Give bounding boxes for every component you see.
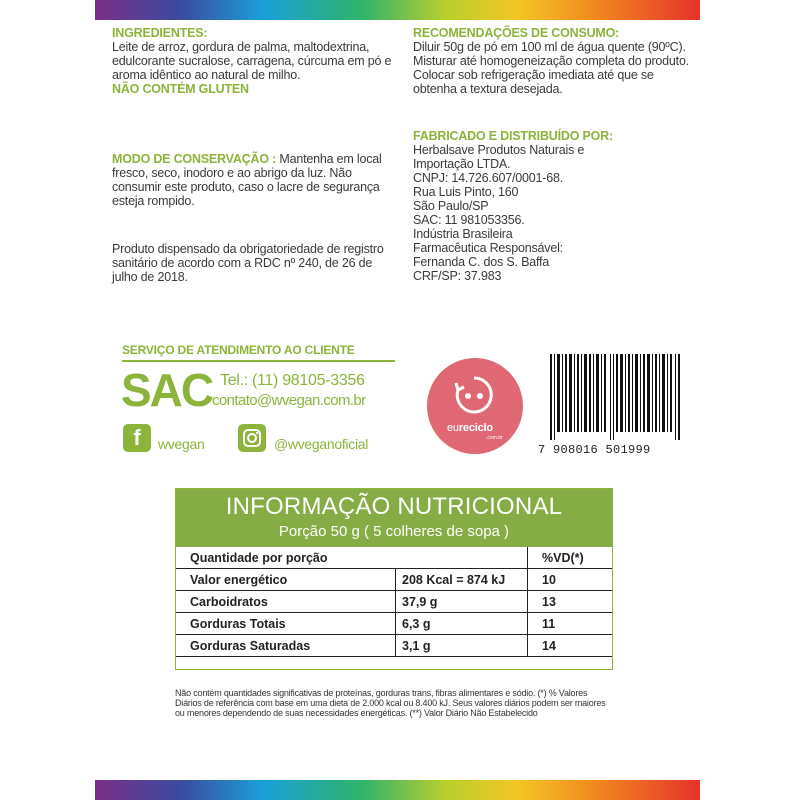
- service-title: SERVIÇO DE ATENDIMENTO AO CLIENTE: [122, 343, 355, 357]
- row-vd: 14: [528, 635, 613, 657]
- manufacturer-line: CRF/SP: 37.983: [413, 269, 502, 283]
- ingredients-heading: INGREDIENTES:: [112, 26, 208, 40]
- sac-label: SAC: [121, 364, 213, 416]
- nutrition-header: [176, 489, 612, 547]
- service-divider: [122, 360, 395, 362]
- rainbow-stripe-top: [95, 0, 700, 20]
- eureciclo-reciclo: reciclo: [458, 422, 493, 434]
- row-amount: 208 Kcal = 874 kJ: [396, 569, 528, 591]
- facebook-handle[interactable]: wvegan: [158, 436, 205, 452]
- table-row: [176, 635, 612, 657]
- rainbow-stripe-bottom: [95, 780, 700, 800]
- header-vd: %VD(*): [528, 547, 613, 569]
- ingredients-text: Leite de arroz, gordura de palma, maltodextrina, edulcorante sucralose, carragena, cúrcuma em pó e aroma idêntico ao natural de milho.: [112, 40, 392, 82]
- conservation-text: Mantenha em local fresco, seco, inodoro e ao abrigo da luz. Não consumir este produto, caso o lacre de segurança esteja rompido.: [112, 152, 382, 208]
- row-item: Gorduras Totais: [176, 613, 396, 635]
- header-amount: [396, 547, 528, 569]
- gluten-notice: NÃO CONTÉM GLUTEN: [112, 82, 249, 96]
- row-amount: 37,9 g: [396, 591, 528, 613]
- row-vd: 10: [528, 569, 613, 591]
- facebook-icon[interactable]: f: [123, 424, 151, 452]
- nutrition-grid: [176, 547, 612, 657]
- manufacturer-heading: FABRICADO E DISTRIBUÍDO POR:: [413, 129, 613, 143]
- table-header-row: [176, 547, 612, 569]
- manufacturer-line: Indústria Brasileira: [413, 227, 513, 241]
- instagram-glyph: [242, 428, 262, 448]
- manufacturer-line: Rua Luis Pinto, 160: [413, 185, 519, 199]
- registration-note: Produto dispensado da obrigatoriedade de registro sanitário de acordo com a RDC nº 240, de 26 de julho de 2018.: [112, 242, 384, 284]
- manufacturer-block: [413, 129, 693, 283]
- nutrition-footnote: Não contém quantidades significativas de proteínas, gorduras trans, fibras alimentares e sódio. (*) % Valores Diários de referência com base em uma dieta de 2.000 kcal ou 8.400 kJ. Seus valores diários podem ser maiores ou menores dependendo de suas necessidades energéticas. (**) Valor Diário Não Estabelecido: [175, 688, 606, 718]
- conservation-heading: MODO DE CONSERVAÇÃO :: [112, 152, 277, 166]
- nutrition-table: [175, 488, 613, 670]
- table-row: [176, 569, 612, 591]
- eureciclo-domain: .com.br: [486, 435, 503, 441]
- nutrition-title: INFORMAÇÃO NUTRICIONAL: [225, 493, 563, 520]
- barcode: [550, 354, 682, 440]
- row-vd: 13: [528, 591, 613, 613]
- row-amount: 3,1 g: [396, 635, 528, 657]
- row-amount: 6,3 g: [396, 613, 528, 635]
- barcode-number: 7 908016 501999: [538, 443, 651, 457]
- manufacturer-line: São Paulo/SP: [413, 199, 489, 213]
- row-item: Valor energético: [176, 569, 396, 591]
- manufacturer-line: CNPJ: 14.726.607/0001-68.: [413, 171, 563, 185]
- manufacturer-line: Herbalsave Produtos Naturais e: [413, 143, 585, 157]
- recycle-face-icon: [453, 374, 495, 416]
- row-item: Gorduras Saturadas: [176, 635, 396, 657]
- sac-phone[interactable]: Tel.: (11) 98105-3356: [220, 372, 365, 389]
- instagram-icon[interactable]: [238, 424, 266, 452]
- recommendations-block: [413, 26, 693, 96]
- recommendations-text: Diluir 50g de pó em 100 ml de água quente (90ºC). Misturar até homogeneização completa do produto. Colocar sob refrigeração imediata até que se obtenha a textura desejada.: [413, 40, 689, 96]
- conservation-block: [112, 152, 392, 208]
- manufacturer-line: Farmacêutica Responsável:: [413, 241, 563, 255]
- manufacturer-line: Fernanda C. dos S. Baffa: [413, 255, 550, 269]
- header-item: Quantidade por porção: [176, 547, 396, 569]
- table-row: [176, 613, 612, 635]
- eureciclo-eu: eu: [447, 422, 459, 434]
- table-row: [176, 591, 612, 613]
- instagram-handle[interactable]: @wveganoficial: [274, 436, 369, 452]
- row-vd: 11: [528, 613, 613, 635]
- row-item: Carboidratos: [176, 591, 396, 613]
- eureciclo-seal: [427, 358, 523, 454]
- ingredients-block: [112, 26, 392, 96]
- sac-email[interactable]: contato@wvegan.com.br: [212, 392, 366, 409]
- manufacturer-line: Importação LTDA.: [413, 157, 511, 171]
- eureciclo-logo-text: [447, 422, 493, 434]
- recommendations-heading: RECOMENDAÇÕES DE CONSUMO:: [413, 26, 620, 40]
- manufacturer-line: SAC: 11 981053356.: [413, 213, 525, 227]
- nutrition-portion: Porção 50 g ( 5 colheres de sopa ): [278, 523, 510, 540]
